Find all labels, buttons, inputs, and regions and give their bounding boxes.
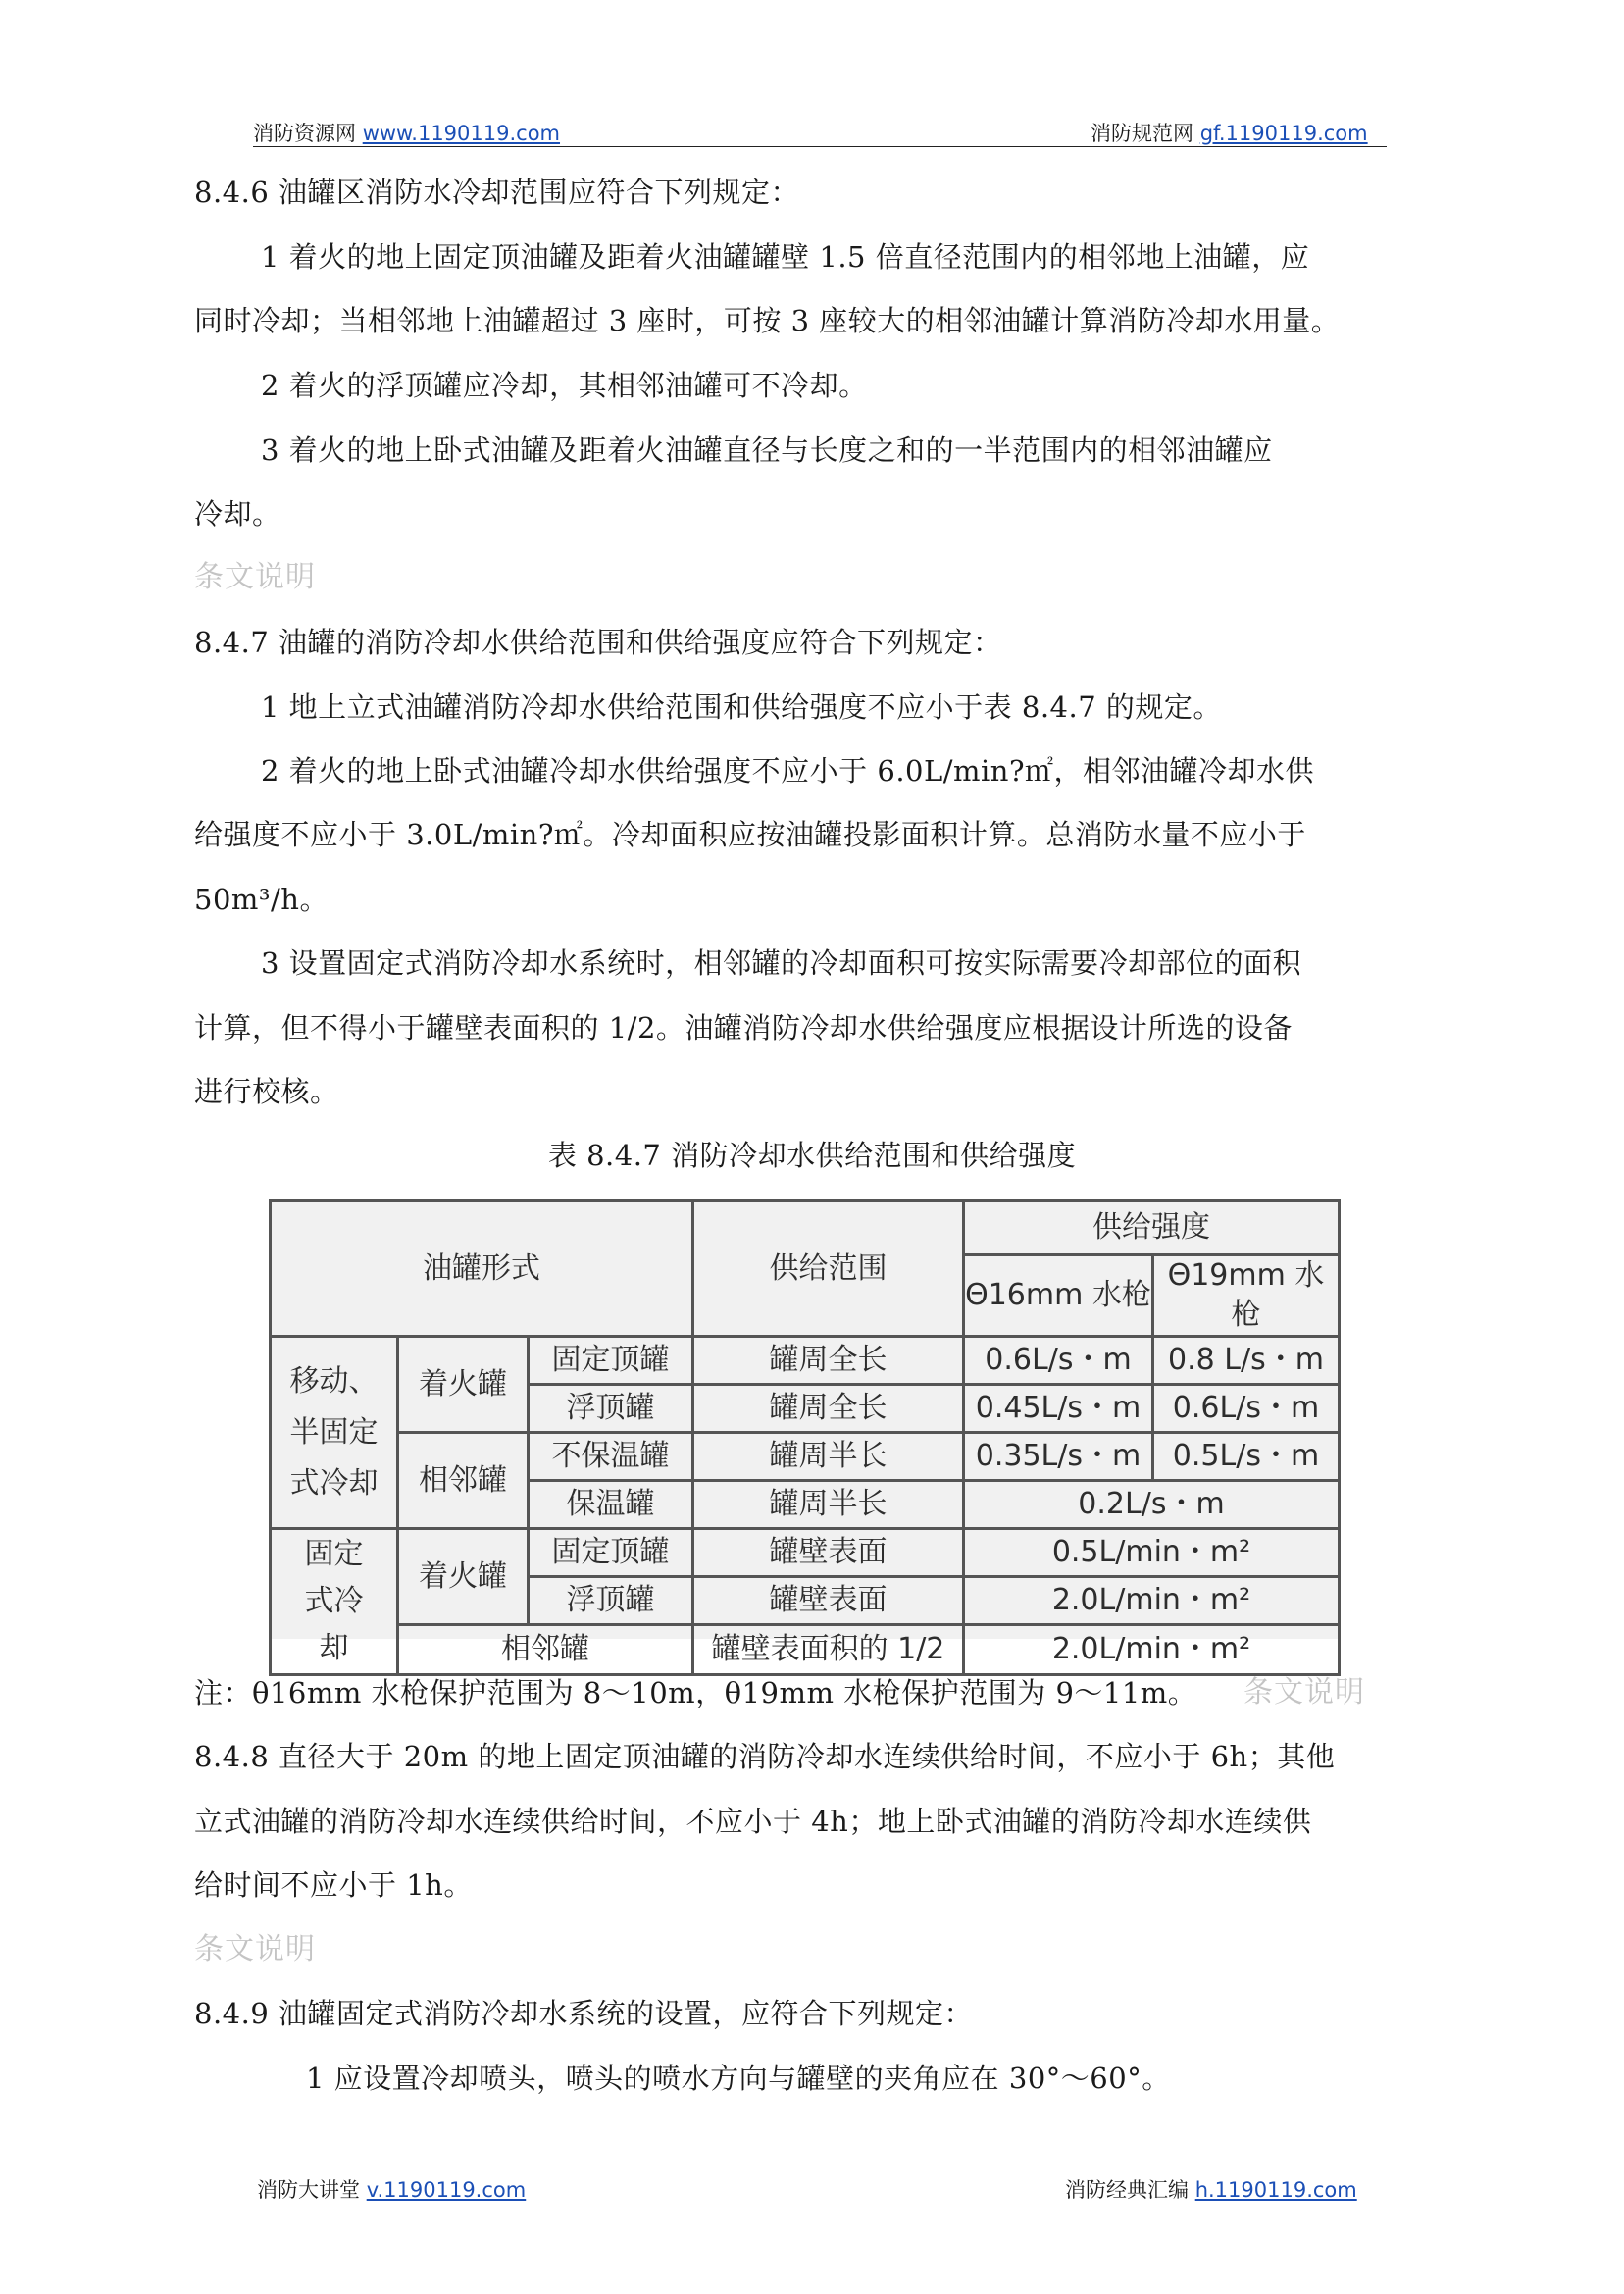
header-rule [253,146,1387,147]
row1-type: 固定顶罐 [529,1337,693,1385]
group-fixed-cooling [271,1529,398,1675]
header-spec-link[interactable]: gf.1190119.com [1199,122,1368,145]
row4-range: 罐周半长 [693,1481,964,1529]
cooling-water-table [269,1199,1338,1666]
s847-item3-line2: 计算，但不得小于罐壁表面积的 1/2。油罐消防冷却水供给强度应根据设计所选的设备 [194,1011,1293,1045]
row5-range: 罐壁表面 [693,1529,964,1577]
s849-item1: 1 应设置冷却喷头，喷头的喷水方向与罐壁的夹角应在 30°～60°。 [306,2062,1171,2095]
row3-type: 不保温罐 [529,1433,693,1481]
s846-item2: 2 着火的浮顶罐应冷却，其相邻油罐可不冷却。 [261,369,868,402]
s846-item3-line1: 3 着火的地上卧式油罐及距着火油罐直径与长度之和的一半范围内的相邻油罐应 [261,433,1273,467]
footer-compilation-name: 消防经典汇编 [1065,2178,1189,2202]
header-right [1091,118,1368,147]
s846-item1-line1: 1 着火的地上固定顶油罐及距着火油罐罐壁 1.5 倍直径范围内的相邻地上油罐，应 [261,240,1310,274]
s847-item1: 1 地上立式油罐消防冷却水供给范围和供给强度不应小于表 8.4.7 的规定。 [261,690,1222,724]
row3-val16: 0.35L/s・m [964,1433,1153,1481]
s846-item1-line2: 同时冷却；当相邻地上油罐超过 3 座时，可按 3 座较大的相邻油罐计算消防冷却水用量。 [194,304,1341,337]
header-spec-name: 消防规范网 [1091,122,1193,145]
section-849-title: 8.4.9 油罐固定式消防冷却水系统的设置，应符合下列规定： [194,1997,974,2030]
header-nozzle-16: Θ16mm 水枪 [964,1255,1153,1337]
row2-type: 浮顶罐 [529,1385,693,1433]
s847-item2-line2: 给强度不应小于 3.0L/min?㎡。冷却面积应按油罐投影面积计算。总消防水量不应小于 [194,818,1306,851]
section-847-title: 8.4.7 油罐的消防冷却水供给范围和供给强度应符合下列规定： [194,626,1002,659]
footer-compilation-link[interactable]: h.1190119.com [1194,2178,1357,2202]
row1-val19: 0.8 L/s・m [1153,1337,1340,1385]
row7-val: 2.0L/min・m² [964,1625,1340,1675]
row3-range: 罐周半长 [693,1433,964,1481]
table-grid [269,1199,1341,1676]
row2-range: 罐周全长 [693,1385,964,1433]
s847-item3-line3: 进行校核。 [194,1075,339,1108]
footer-right [1065,2174,1357,2204]
explanation-link-3[interactable]: 条文说明 [194,1932,316,1966]
row1-range: 罐周全长 [693,1337,964,1385]
table-title: 表 8.4.7 消防冷却水供给范围和供给强度 [547,1139,1077,1172]
adjacent-tank-label-2: 相邻罐 [398,1625,693,1675]
row2-val16: 0.45L/s・m [964,1385,1153,1433]
adjacent-tank-label: 相邻罐 [398,1433,529,1529]
row5-val: 0.5L/min・m² [964,1529,1340,1577]
row6-range: 罐壁表面 [693,1577,964,1625]
fire-tank-label-2: 着火罐 [398,1529,529,1625]
row6-val: 2.0L/min・m² [964,1577,1340,1625]
page-header [0,118,1624,153]
s847-item2-line1: 2 着火的地上卧式油罐冷却水供给强度不应小于 6.0L/min?㎡，相邻油罐冷却水供 [261,754,1315,788]
row3-val19: 0.5L/s・m [1153,1433,1340,1481]
row4-val: 0.2L/s・m [964,1481,1340,1529]
row1-val16: 0.6L/s・m [964,1337,1153,1385]
row7-range: 罐壁表面积的 1/2 [693,1625,964,1675]
s846-item3-line2: 冷却。 [194,497,281,531]
header-site-name: 消防资源网 [253,122,356,145]
header-site-link[interactable]: www.1190119.com [362,122,561,145]
row5-type: 固定顶罐 [529,1529,693,1577]
s848-line3: 给时间不应小于 1h。 [194,1868,473,1902]
row6-type: 浮顶罐 [529,1577,693,1625]
section-846-title: 8.4.6 油罐区消防水冷却范围应符合下列规定： [194,176,800,209]
page-footer [0,2174,1624,2210]
explanation-link-2[interactable]: 条文说明 [1243,1675,1365,1709]
group-fixed-label: 固定式冷却 [304,1537,364,1665]
header-supply-intensity: 供给强度 [964,1201,1340,1255]
fire-tank-label: 着火罐 [398,1337,529,1433]
group-mobile-cooling [271,1337,398,1529]
footer-lecture-link[interactable]: v.1190119.com [366,2178,527,2202]
table-note: 注：θ16mm 水枪保护范围为 8～10m，θ19mm 水枪保护范围为 9～11m。 [194,1676,1197,1709]
s847-item3-line1: 3 设置固定式消防冷却水系统时，相邻罐的冷却面积可按实际需要冷却部位的面积 [261,946,1302,980]
footer-left [257,2174,526,2204]
header-supply-range: 供给范围 [693,1201,964,1337]
s847-item2-line3: 50m³/h。 [194,883,329,916]
header-nozzle-19: Θ19mm 水枪 [1153,1255,1340,1337]
row4-type: 保温罐 [529,1481,693,1529]
header-left [253,118,560,147]
header-tank-form: 油罐形式 [271,1201,693,1337]
footer-lecture-name: 消防大讲堂 [257,2178,360,2202]
s848-line1: 8.4.8 直径大于 20m 的地上固定顶油罐的消防冷却水连续供给时间，不应小于 6h；其他 [194,1740,1336,1773]
s848-line2: 立式油罐的消防冷却水连续供给时间，不应小于 4h；地上卧式油罐的消防冷却水连续供 [194,1805,1312,1838]
group-mobile-label: 移动、半固定式冷却 [289,1363,379,1501]
row2-val19: 0.6L/s・m [1153,1385,1340,1433]
explanation-link-1[interactable]: 条文说明 [194,560,316,594]
